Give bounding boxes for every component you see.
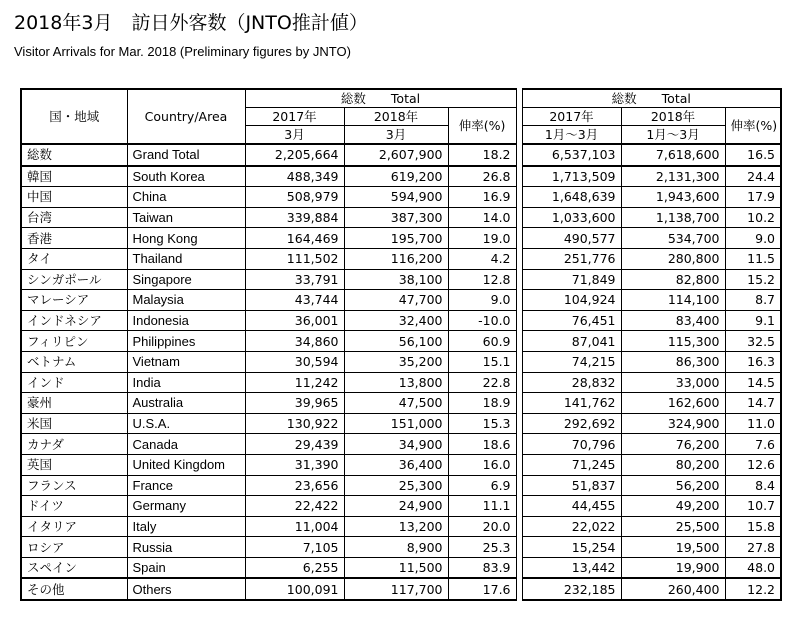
cell-2017-ytd: 44,455	[522, 496, 621, 517]
cell-country-jp: ロシア	[21, 537, 127, 558]
cell-2017-ytd: 15,254	[522, 537, 621, 558]
cell-2018-mar: 619,200	[344, 166, 448, 187]
table-row	[21, 372, 781, 393]
header-growth: 伸率(%)	[448, 108, 516, 145]
cell-2018-mar: 195,700	[344, 228, 448, 249]
cell-country-en: Thailand	[127, 248, 245, 269]
cell-country-en: Malaysia	[127, 290, 245, 311]
cell-2018-ytd: 324,900	[621, 413, 725, 434]
cell-2018-mar: 38,100	[344, 269, 448, 290]
cell-growth: 16.0	[448, 454, 516, 475]
cell-2018-mar: 32,400	[344, 310, 448, 331]
cell-2017-ytd: 1,713,509	[522, 166, 621, 187]
cell-2017-ytd: 76,451	[522, 310, 621, 331]
cell-growth-ytd: 12.6	[725, 454, 781, 475]
cell-growth-ytd: 15.8	[725, 516, 781, 537]
cell-2017-mar: 33,791	[245, 269, 344, 290]
cell-2017-ytd: 51,837	[522, 475, 621, 496]
cell-2018-ytd: 162,600	[621, 393, 725, 414]
cell-2018-ytd: 19,500	[621, 537, 725, 558]
cell-growth: 18.6	[448, 434, 516, 455]
cell-growth-ytd: 8.4	[725, 475, 781, 496]
cell-2017-mar: 11,004	[245, 516, 344, 537]
cell-country-en: United Kingdom	[127, 454, 245, 475]
cell-growth: 19.0	[448, 228, 516, 249]
cell-2018-ytd: 2,131,300	[621, 166, 725, 187]
table-row	[21, 207, 781, 228]
cell-country-en: Italy	[127, 516, 245, 537]
table-row	[21, 166, 781, 187]
cell-country-jp: カナダ	[21, 434, 127, 455]
cell-2017-mar: 6,255	[245, 557, 344, 578]
cell-2018-ytd: 115,300	[621, 331, 725, 352]
cell-country-jp: 台湾	[21, 207, 127, 228]
header-2018-mar-month: 3月	[344, 126, 448, 145]
cell-2018-mar: 117,700	[344, 578, 448, 600]
cell-2018-mar: 594,900	[344, 187, 448, 208]
cell-growth-ytd: 24.4	[725, 166, 781, 187]
cell-country-jp: フランス	[21, 475, 127, 496]
cell-2017-mar: 100,091	[245, 578, 344, 600]
cell-2018-mar: 35,200	[344, 351, 448, 372]
cell-2017-mar: 508,979	[245, 187, 344, 208]
cell-2017-ytd: 87,041	[522, 331, 621, 352]
cell-country-jp: ドイツ	[21, 496, 127, 517]
cell-growth: 83.9	[448, 557, 516, 578]
table-row	[21, 331, 781, 352]
table-row	[21, 413, 781, 434]
table-row	[21, 351, 781, 372]
cell-2018-mar: 8,900	[344, 537, 448, 558]
cell-2018-ytd: 114,100	[621, 290, 725, 311]
cell-growth-ytd: 11.0	[725, 413, 781, 434]
cell-country-en: China	[127, 187, 245, 208]
cell-country-en: Indonesia	[127, 310, 245, 331]
cell-country-jp: スペイン	[21, 557, 127, 578]
cell-growth: 12.8	[448, 269, 516, 290]
cell-2017-mar: 111,502	[245, 248, 344, 269]
cell-growth-ytd: 7.6	[725, 434, 781, 455]
cell-growth: 18.9	[448, 393, 516, 414]
cell-growth: 26.8	[448, 166, 516, 187]
cell-2017-mar: 31,390	[245, 454, 344, 475]
cell-growth: 60.9	[448, 331, 516, 352]
cell-growth-ytd: 12.2	[725, 578, 781, 600]
cell-2018-ytd: 82,800	[621, 269, 725, 290]
cell-country-jp: マレーシア	[21, 290, 127, 311]
cell-2017-ytd: 22,022	[522, 516, 621, 537]
table-row	[21, 187, 781, 208]
cell-country-en: Singapore	[127, 269, 245, 290]
cell-country-jp: フィリピン	[21, 331, 127, 352]
cell-growth: 18.2	[448, 144, 516, 166]
table-row	[21, 310, 781, 331]
cell-country-jp: イタリア	[21, 516, 127, 537]
cell-2018-ytd: 7,618,600	[621, 144, 725, 166]
cell-2017-ytd: 104,924	[522, 290, 621, 311]
visitor-arrivals-table	[20, 88, 782, 601]
cell-country-en: Australia	[127, 393, 245, 414]
cell-growth-ytd: 10.7	[725, 496, 781, 517]
cell-2017-mar: 36,001	[245, 310, 344, 331]
cell-2017-ytd: 490,577	[522, 228, 621, 249]
table-row	[21, 393, 781, 414]
cell-country-en: India	[127, 372, 245, 393]
table-row	[21, 578, 781, 600]
cell-2017-ytd: 6,537,103	[522, 144, 621, 166]
cell-growth-ytd: 17.9	[725, 187, 781, 208]
cell-country-jp: 香港	[21, 228, 127, 249]
cell-country-jp: シンガポール	[21, 269, 127, 290]
table-row	[21, 454, 781, 475]
table-row	[21, 496, 781, 517]
cell-growth-ytd: 14.5	[725, 372, 781, 393]
cell-2017-ytd: 70,796	[522, 434, 621, 455]
cell-country-en: Spain	[127, 557, 245, 578]
cell-growth-ytd: 16.3	[725, 351, 781, 372]
cell-2018-mar: 11,500	[344, 557, 448, 578]
header-2018-ytd-month: 1月～3月	[621, 126, 725, 145]
cell-2017-mar: 11,242	[245, 372, 344, 393]
table-row	[21, 516, 781, 537]
cell-growth-ytd: 9.1	[725, 310, 781, 331]
cell-growth-ytd: 10.2	[725, 207, 781, 228]
cell-2018-mar: 13,200	[344, 516, 448, 537]
cell-2018-ytd: 56,200	[621, 475, 725, 496]
cell-country-en: Vietnam	[127, 351, 245, 372]
cell-growth-ytd: 9.0	[725, 228, 781, 249]
cell-growth: 16.9	[448, 187, 516, 208]
cell-2017-mar: 22,422	[245, 496, 344, 517]
cell-2017-mar: 34,860	[245, 331, 344, 352]
cell-2018-mar: 2,607,900	[344, 144, 448, 166]
cell-2017-ytd: 74,215	[522, 351, 621, 372]
cell-2017-mar: 43,744	[245, 290, 344, 311]
cell-2017-mar: 488,349	[245, 166, 344, 187]
cell-country-jp: 米国	[21, 413, 127, 434]
cell-country-en: U.S.A.	[127, 413, 245, 434]
cell-growth-ytd: 48.0	[725, 557, 781, 578]
cell-country-jp: 総数	[21, 144, 127, 166]
cell-2018-mar: 387,300	[344, 207, 448, 228]
cell-2017-mar: 30,594	[245, 351, 344, 372]
cell-growth: 11.1	[448, 496, 516, 517]
cell-2017-mar: 130,922	[245, 413, 344, 434]
cell-country-en: Grand Total	[127, 144, 245, 166]
cell-2017-ytd: 141,762	[522, 393, 621, 414]
cell-growth-ytd: 14.7	[725, 393, 781, 414]
cell-growth-ytd: 15.2	[725, 269, 781, 290]
cell-2018-ytd: 1,138,700	[621, 207, 725, 228]
cell-2018-ytd: 86,300	[621, 351, 725, 372]
cell-2017-ytd: 292,692	[522, 413, 621, 434]
cell-country-en: Germany	[127, 496, 245, 517]
cell-growth: 22.8	[448, 372, 516, 393]
cell-country-en: Taiwan	[127, 207, 245, 228]
header-2017-ytd-month: 1月～3月	[522, 126, 621, 145]
cell-country-en: South Korea	[127, 166, 245, 187]
cell-2018-mar: 25,300	[344, 475, 448, 496]
cell-country-jp: インドネシア	[21, 310, 127, 331]
page-title: 2018年3月 訪日外客数（JNTO推計値）	[14, 12, 368, 34]
cell-2017-ytd: 232,185	[522, 578, 621, 600]
cell-country-en: Philippines	[127, 331, 245, 352]
header-group-ytd: 総数 Total	[522, 89, 781, 108]
cell-2017-mar: 164,469	[245, 228, 344, 249]
cell-growth: 25.3	[448, 537, 516, 558]
cell-2017-ytd: 251,776	[522, 248, 621, 269]
cell-2017-ytd: 1,033,600	[522, 207, 621, 228]
cell-growth-ytd: 8.7	[725, 290, 781, 311]
cell-2018-mar: 56,100	[344, 331, 448, 352]
cell-country-en: Others	[127, 578, 245, 600]
cell-2018-mar: 36,400	[344, 454, 448, 475]
table-row	[21, 228, 781, 249]
cell-2018-mar: 34,900	[344, 434, 448, 455]
table-row	[21, 144, 781, 166]
cell-2017-ytd: 71,849	[522, 269, 621, 290]
cell-2017-ytd: 13,442	[522, 557, 621, 578]
cell-growth-ytd: 11.5	[725, 248, 781, 269]
cell-2017-mar: 339,884	[245, 207, 344, 228]
cell-country-jp: インド	[21, 372, 127, 393]
cell-growth-ytd: 27.8	[725, 537, 781, 558]
cell-growth: 14.0	[448, 207, 516, 228]
cell-growth: 9.0	[448, 290, 516, 311]
cell-2017-mar: 39,965	[245, 393, 344, 414]
cell-country-en: Hong Kong	[127, 228, 245, 249]
cell-growth-ytd: 32.5	[725, 331, 781, 352]
cell-2018-ytd: 260,400	[621, 578, 725, 600]
cell-country-en: Canada	[127, 434, 245, 455]
table-row	[21, 434, 781, 455]
table-row	[21, 557, 781, 578]
header-2018-mar-year: 2018年	[344, 108, 448, 126]
cell-country-en: Russia	[127, 537, 245, 558]
cell-country-jp: 韓国	[21, 166, 127, 187]
cell-2018-mar: 24,900	[344, 496, 448, 517]
cell-2018-ytd: 1,943,600	[621, 187, 725, 208]
header-country-jp: 国・地域	[21, 89, 127, 144]
cell-2018-ytd: 25,500	[621, 516, 725, 537]
cell-2018-ytd: 19,900	[621, 557, 725, 578]
cell-2018-mar: 13,800	[344, 372, 448, 393]
header-growth-ytd: 伸率(%)	[725, 108, 781, 145]
table-row	[21, 248, 781, 269]
cell-country-jp: 豪州	[21, 393, 127, 414]
cell-2017-mar: 7,105	[245, 537, 344, 558]
table-row	[21, 475, 781, 496]
cell-2017-ytd: 1,648,639	[522, 187, 621, 208]
cell-growth: 6.9	[448, 475, 516, 496]
table-body	[21, 144, 781, 600]
header-group-monthly: 総数 Total	[245, 89, 516, 108]
cell-growth: 15.3	[448, 413, 516, 434]
header-2017-ytd-year: 2017年	[522, 108, 621, 126]
cell-2018-mar: 47,700	[344, 290, 448, 311]
cell-country-jp: 中国	[21, 187, 127, 208]
cell-2018-mar: 47,500	[344, 393, 448, 414]
cell-growth: 4.2	[448, 248, 516, 269]
cell-growth: 15.1	[448, 351, 516, 372]
cell-2017-ytd: 71,245	[522, 454, 621, 475]
cell-2017-ytd: 28,832	[522, 372, 621, 393]
header-2017-mar-year: 2017年	[245, 108, 344, 126]
cell-2017-mar: 23,656	[245, 475, 344, 496]
cell-growth: 17.6	[448, 578, 516, 600]
header-country-en: Country/Area	[127, 89, 245, 144]
table-row	[21, 537, 781, 558]
cell-2018-ytd: 280,800	[621, 248, 725, 269]
cell-2018-mar: 116,200	[344, 248, 448, 269]
cell-2018-ytd: 83,400	[621, 310, 725, 331]
page-subtitle: Visitor Arrivals for Mar. 2018 (Preliminary figures by JNTO)	[14, 44, 351, 59]
cell-country-jp: その他	[21, 578, 127, 600]
cell-2017-mar: 2,205,664	[245, 144, 344, 166]
header-2018-ytd-year: 2018年	[621, 108, 725, 126]
cell-2018-ytd: 49,200	[621, 496, 725, 517]
table-row	[21, 269, 781, 290]
cell-2017-mar: 29,439	[245, 434, 344, 455]
header-2017-mar-month: 3月	[245, 126, 344, 145]
cell-2018-mar: 151,000	[344, 413, 448, 434]
cell-country-en: France	[127, 475, 245, 496]
cell-2018-ytd: 80,200	[621, 454, 725, 475]
cell-country-jp: 英国	[21, 454, 127, 475]
cell-2018-ytd: 76,200	[621, 434, 725, 455]
cell-country-jp: ベトナム	[21, 351, 127, 372]
cell-growth: -10.0	[448, 310, 516, 331]
cell-2018-ytd: 534,700	[621, 228, 725, 249]
cell-growth-ytd: 16.5	[725, 144, 781, 166]
table-row	[21, 290, 781, 311]
cell-2018-ytd: 33,000	[621, 372, 725, 393]
cell-country-jp: タイ	[21, 248, 127, 269]
cell-growth: 20.0	[448, 516, 516, 537]
